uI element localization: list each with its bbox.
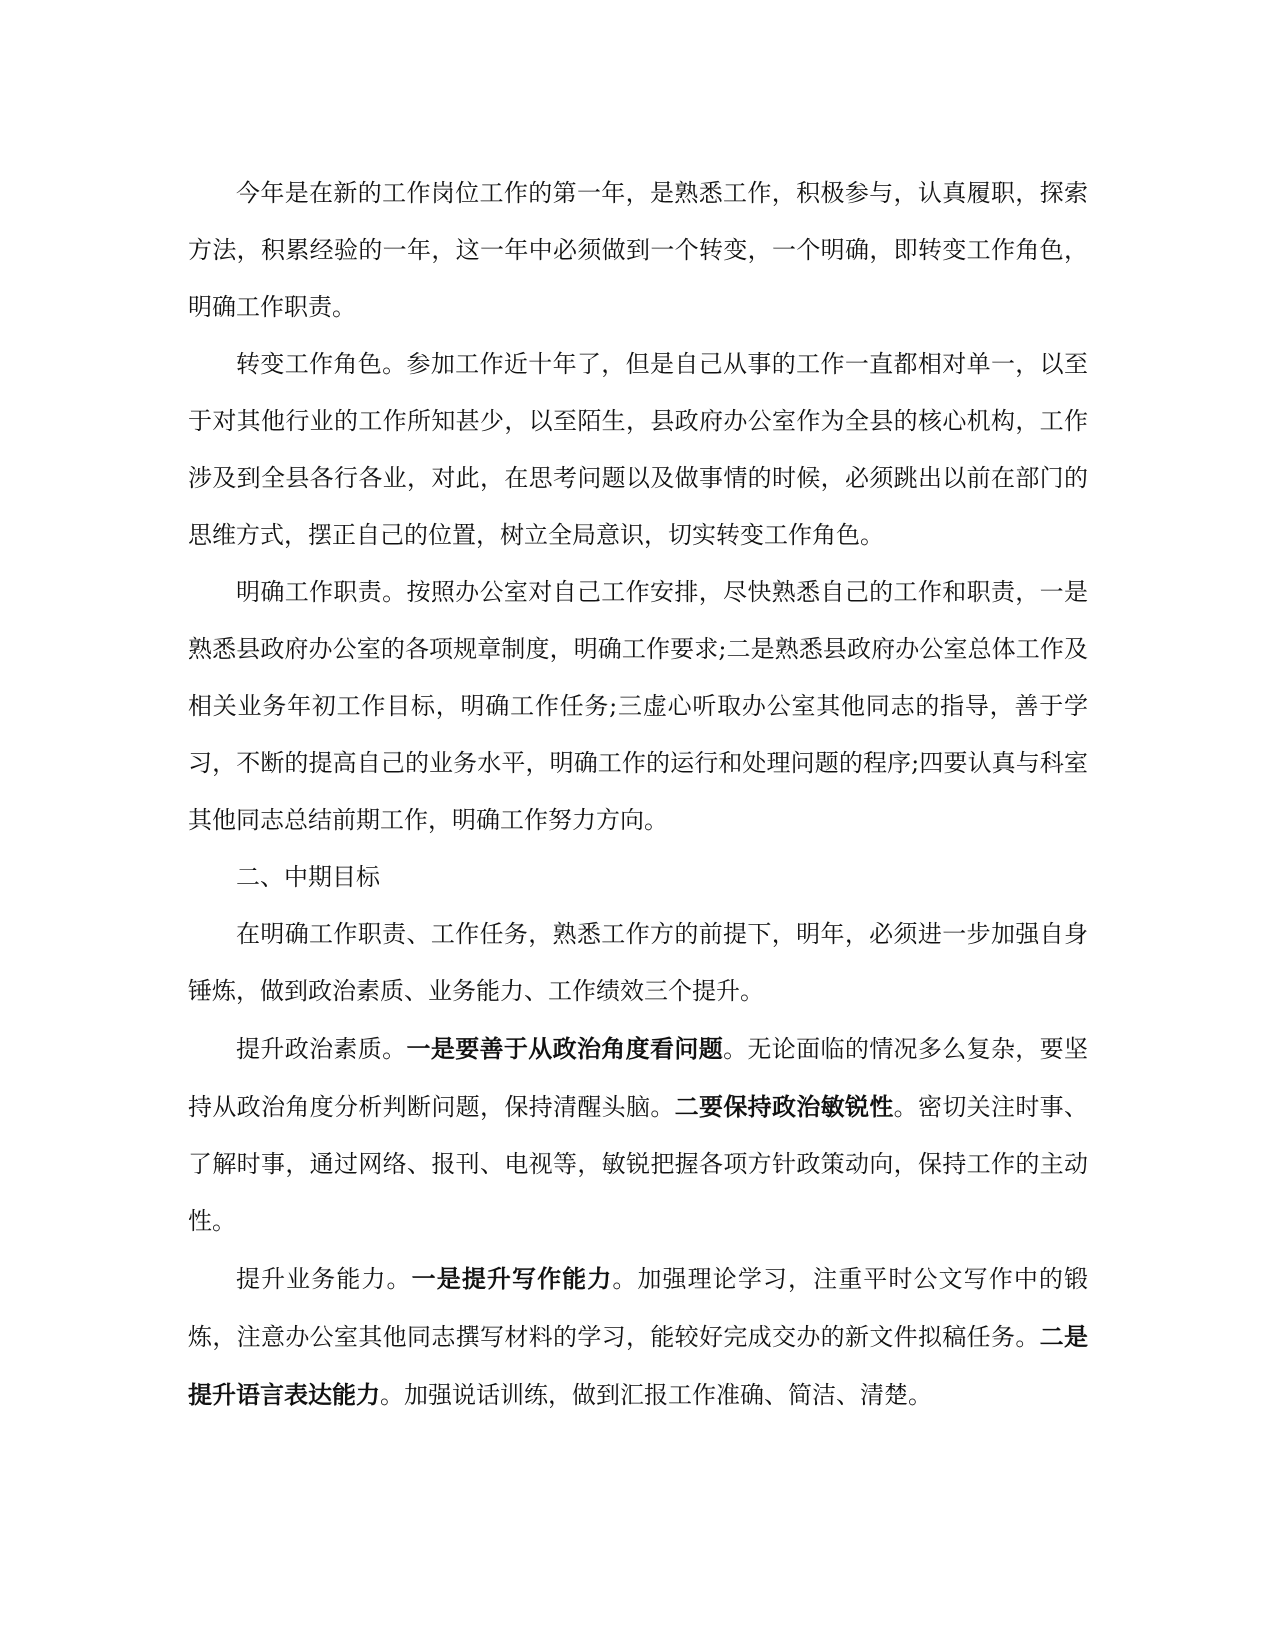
paragraph-change-role — [188, 336, 1088, 564]
bold-phrase: 二是提升语言表达能力 — [188, 1322, 1089, 1409]
paragraph-text: 。无论面临的情况多么复杂，要坚持从政治角度分析判断问题，保持清醒头脑。 — [188, 1035, 1089, 1121]
bold-phrase: 二要保持政治敏锐性 — [674, 1092, 894, 1121]
section-heading-mid-term-goals — [188, 849, 1088, 906]
paragraph-mid-term-intro — [188, 906, 1088, 1020]
heading-text: 二、中期目标 — [236, 863, 380, 891]
paragraph-text: 今年是在新的工作岗位工作的第一年，是熟悉工作，积极参与，认真履职，探索方法，积累经验的一年，这一年中必须做到一个转变，一个明确，即转变工作角色，明确工作职责。 — [188, 179, 1088, 321]
paragraph-clarify-duties — [188, 564, 1088, 849]
paragraph-intro — [188, 165, 1088, 336]
paragraph-text: 在明确工作职责、工作任务，熟悉工作方的前提下，明年，必须进一步加强自身锤炼，做到政治素质、业务能力、工作绩效三个提升。 — [188, 920, 1088, 1005]
paragraph-text: 。加强说话训练，做到汇报工作准确、简洁、清楚。 — [380, 1381, 932, 1409]
bold-phrase: 一是要善于从政治角度看问题 — [406, 1034, 724, 1063]
bold-phrase: 一是提升写作能力 — [411, 1264, 613, 1293]
paragraph-text: 提升政治素质。 — [236, 1035, 407, 1063]
paragraph-political-quality — [188, 1020, 1088, 1250]
paragraph-text: 明确工作职责。按照办公室对自己工作安排，尽快熟悉自己的工作和职责，一是熟悉县政府办公室的各项规章制度，明确工作要求;二是熟悉县政府办公室总体工作及相关业务年初工作目标，明确工作任务;三虚心听取办公室其他同志的指导，善于学习，不断的提高自己的业务水平，明确工作的运行和处理问题的程序;四要认真与科室其他同志总结前期工作，明确工作努力方向。 — [188, 578, 1088, 834]
paragraph-text: 。密切关注时事、了解时事，通过网络、报刊、电视等，敏锐把握各项方针政策动向，保持工作的主动性。 — [188, 1093, 1089, 1235]
paragraph-text: 提升业务能力。 — [236, 1265, 412, 1293]
paragraph-business-ability — [188, 1250, 1088, 1424]
paragraph-text: 。加强理论学习，注重平时公文写作中的锻炼，注意办公室其他同志撰写材料的学习，能较好完成交办的新文件拟稿任务。 — [188, 1265, 1089, 1351]
document-body — [188, 165, 1088, 1424]
paragraph-text: 转变工作角色。参加工作近十年了，但是自己从事的工作一直都相对单一，以至于对其他行业的工作所知甚少，以至陌生，县政府办公室作为全县的核心机构，工作涉及到全县各行各业，对此，在思考问题以及做事情的时候，必须跳出以前在部门的思维方式，摆正自己的位置，树立全局意识，切实转变工作角色。 — [188, 350, 1088, 549]
